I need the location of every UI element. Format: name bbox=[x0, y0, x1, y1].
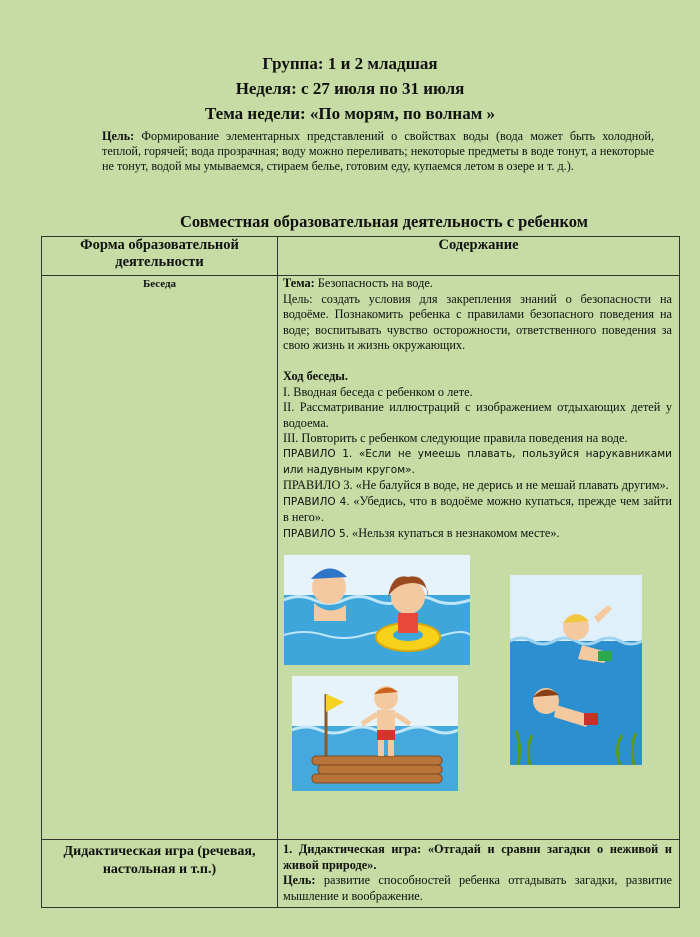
step-1: I. Вводная беседа с ребенком о лете. bbox=[283, 384, 473, 399]
course-title: Ход беседы. bbox=[283, 368, 348, 383]
rule-3: ПРАВИЛО 3. «Не балуйся в воде, не дерись и не мешай плавать другим». bbox=[283, 478, 669, 493]
didactic-game-content bbox=[278, 840, 680, 908]
step-2: II. Рассматривание иллюстраций с изображением отдыхающих детей у водоема. bbox=[283, 400, 672, 430]
col-content-header: Содержание bbox=[278, 237, 680, 276]
table-row bbox=[42, 276, 680, 840]
activity-table bbox=[41, 236, 680, 908]
conversation-goal: Цель: создать условия для закрепления знаний о безопасности на водоёме. Познакомить ребенка с правилами безопасного поведения на воде; воспитывать чувство осторожности, ответственного поведения за свою жизнь и жизнь окружающих. bbox=[283, 291, 672, 353]
rule-5-text: «Нельзя купаться в незнакомом месте». bbox=[348, 525, 560, 540]
step-3: III. Повторить с ребенком следующие правила поведения на воде. bbox=[283, 431, 628, 446]
week-goal-label: Цель: bbox=[102, 129, 135, 143]
rule-4-text: «Убедись, что в водоёме можно купаться, прежде чем зайти в него». bbox=[283, 493, 672, 525]
table-row bbox=[42, 840, 680, 908]
form-didactic-game: Дидактическая игра (речевая, настольная и т.п.) bbox=[42, 840, 278, 908]
game-goal-label: Цель: bbox=[283, 873, 316, 888]
theme-text: Безопасность на воде. bbox=[314, 276, 433, 290]
rule-1: ПРАВИЛО 1. «Если не умеешь плавать, пользуйся нарукавниками или надувным кругом». bbox=[283, 447, 672, 476]
rule-5-prefix: ПРАВИЛО 5. bbox=[283, 527, 349, 540]
game-title: 1. Дидактическая игра: «Отгадай и сравни загадки о неживой и живой природе». bbox=[283, 842, 672, 872]
rule-4-prefix: ПРАВИЛО 4. bbox=[283, 495, 350, 508]
conversation-content bbox=[278, 276, 680, 840]
section-title: Совместная образовательная деятельность с ребенком bbox=[180, 212, 588, 231]
game-goal-text: развитие способностей ребенка отгадывать загадки, развитие мышление и воображение. bbox=[283, 873, 672, 903]
raft-boy-illustration bbox=[292, 676, 458, 791]
week-goal-text: Формирование элементарных представлений о свойствах воды (вода может быть холодной, теплой, горячей; вода прозрачная; воду можно переливать; некоторые предметы в воде тонут, а некоторые не тонут, водой мы умываемся, стираем белье, готовим еду, купаемся летом в озере и т. д.). bbox=[102, 129, 654, 173]
form-conversation: Беседа bbox=[42, 276, 278, 840]
illustrations bbox=[283, 543, 672, 793]
week-title: Неделя: с 27 июля по 31 июля bbox=[235, 79, 465, 98]
col-form-header: Форма образовательной деятельности bbox=[42, 237, 278, 276]
theme-title: Тема недели: «По морям, по волнам » bbox=[204, 104, 496, 123]
week-goal bbox=[102, 129, 654, 174]
kids-swim-ring-illustration bbox=[284, 555, 470, 665]
theme-label: Тема: bbox=[283, 276, 315, 290]
boys-diving-illustration bbox=[510, 575, 642, 765]
table-header-row bbox=[42, 237, 680, 276]
group-title: Группа: 1 и 2 младшая bbox=[262, 54, 438, 73]
